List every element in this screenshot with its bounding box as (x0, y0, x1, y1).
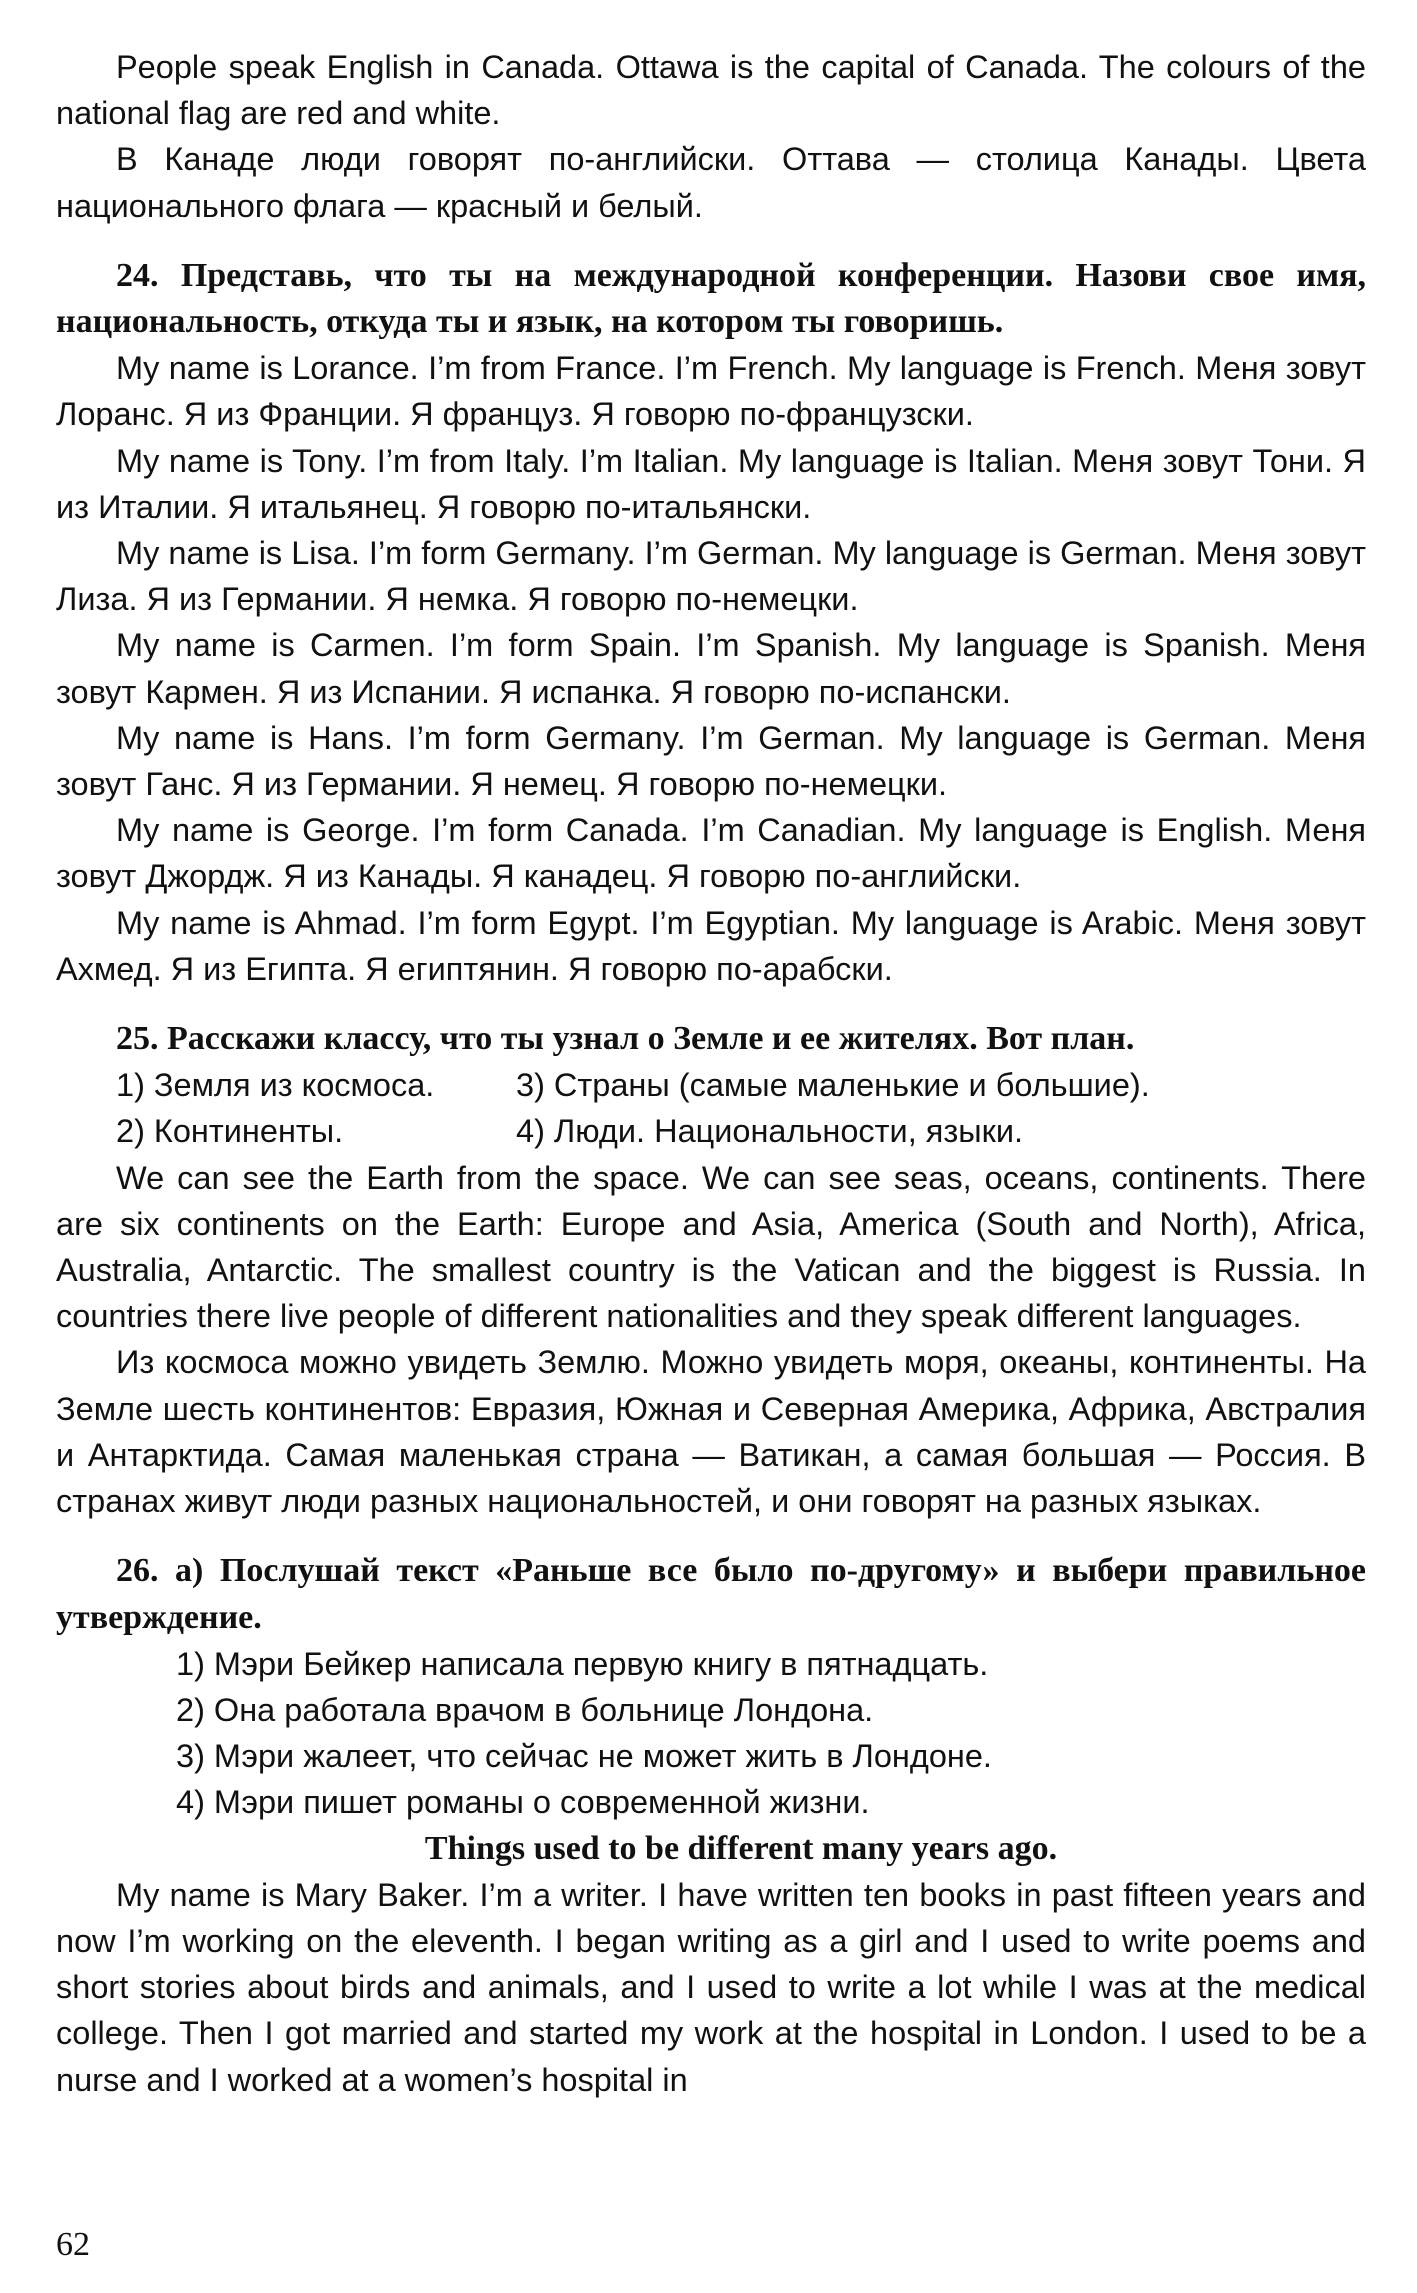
intro-en: People speak English in Canada. Ottawa is the capital of Canada. The colours of the national flag are red and white. (56, 49, 1366, 132)
story-text: My name is Mary Baker. I’m a writer. I have written ten books in past fifteen years and now I’m working on the eleventh. I began writing as a girl and I used to write poems and short stories about birds and animals, and I used to write a lot while I was at the medical college. Then I got married and started my work at the hospital in London. I used to be a nurse and I worked at a women’s hospital in (56, 1876, 1366, 2098)
task-24-paragraph: My name is Ahmad. I’m form Egypt. I’m Egyptian. My language is Arabic. Меня зовут Ахмед. Я из Египта. Я египтянин. Я говорю по-арабски. (56, 904, 1366, 987)
story-title: Things used to be different many years ago. (424, 1829, 1058, 1867)
plan-item: 1) Земля из космоса. (116, 1067, 435, 1104)
task-26-heading: 26. а) Послушай текст «Раньше все было по-другому» и выбери правильное утверждение. (56, 1552, 1366, 1636)
intro-ru: В Канаде люди говорят по-английски. Оттава — столица Канады. Цвета национального флага — красный и белый. (56, 141, 1366, 224)
page-content (56, 44, 1366, 2103)
statement-item: 2) Она работала врачом в больнице Лондона. (176, 1691, 874, 1728)
statement-item: 4) Мэри пишет романы о современной жизни. (176, 1784, 870, 1821)
task-24-paragraph: My name is Tony. I’m from Italy. I’m Italian. My language is Italian. Меня зовут Тони. Я из Италии. Я итальянец. Я говорю по-итальянски. (56, 442, 1366, 525)
plan-row (56, 1062, 1366, 1108)
statement-item: 3) Мэри жалеет, что сейчас не может жить в Лондоне. (176, 1738, 992, 1775)
task-25-text-en: We can see the Earth from the space. We can see seas, oceans, continents. There are six continents on the Earth: Europe and Asia, America (South and North), Africa, Australia, Antarctic. The smallest country is the Vatican and the biggest is Russia. In countries there live people of different nationalities and they speak different languages. (56, 1159, 1366, 1335)
task-25-heading: 25. Расскажи классу, что ты узнал о Земле и ее жителях. Вот план. (116, 1020, 1135, 1058)
plan-item: 4) Люди. Национальности, языки. (516, 1113, 1024, 1150)
task-24-paragraph: My name is Hans. I’m form Germany. I’m German. My language is German. Меня зовут Ганс. Я из Германии. Я немец. Я говорю по-немецки. (56, 719, 1366, 803)
page-number: 62 (56, 2226, 90, 2263)
statement-item: 1) Мэри Бейкер написала первую книгу в пятнадцать. (176, 1645, 989, 1682)
task-25-text-ru: Из космоса можно увидеть Землю. Можно увидеть моря, океаны, континенты. На Земле шесть континентов: Евразия, Южная и Северная Америка, Африка, Австралия и Антарктида. Самая маленькая страна — Ватикан, а самая большая — Россия. В странах живут люди разных национальностей, и они говорят на разных языках. (56, 1344, 1366, 1520)
plan-item: 3) Страны (самые маленькие и большие). (516, 1067, 1150, 1104)
task-24-paragraph: My name is Lorance. I’m from France. I’m French. My language is French. Меня зовут Лоранс. Я из Франции. Я француз. Я говорю по-французски. (56, 350, 1366, 433)
task-24-paragraph: My name is Lisa. I’m form Germany. I’m German. My language is German. Меня зовут Лиза. Я из Германии. Я немка. Я говорю по-немецки. (56, 535, 1366, 618)
task-24-paragraph: My name is George. I’m form Canada. I’m Canadian. My language is English. Меня зовут Джордж. Я из Канады. Я канадец. Я говорю по-английски. (56, 812, 1366, 895)
plan-row (56, 1108, 1366, 1154)
task-24-heading: 24. Представь, что ты на международной конференции. Назови свое имя, национальность, откуда ты и язык, на котором ты говоришь. (56, 256, 1366, 341)
plan-item: 2) Континенты. (116, 1113, 344, 1150)
task-24-paragraph: My name is Carmen. I’m form Spain. I’m Spanish. My language is Spanish. Меня зовут Кармен. Я из Испании. Я испанка. Я говорю по-испански. (56, 627, 1366, 710)
